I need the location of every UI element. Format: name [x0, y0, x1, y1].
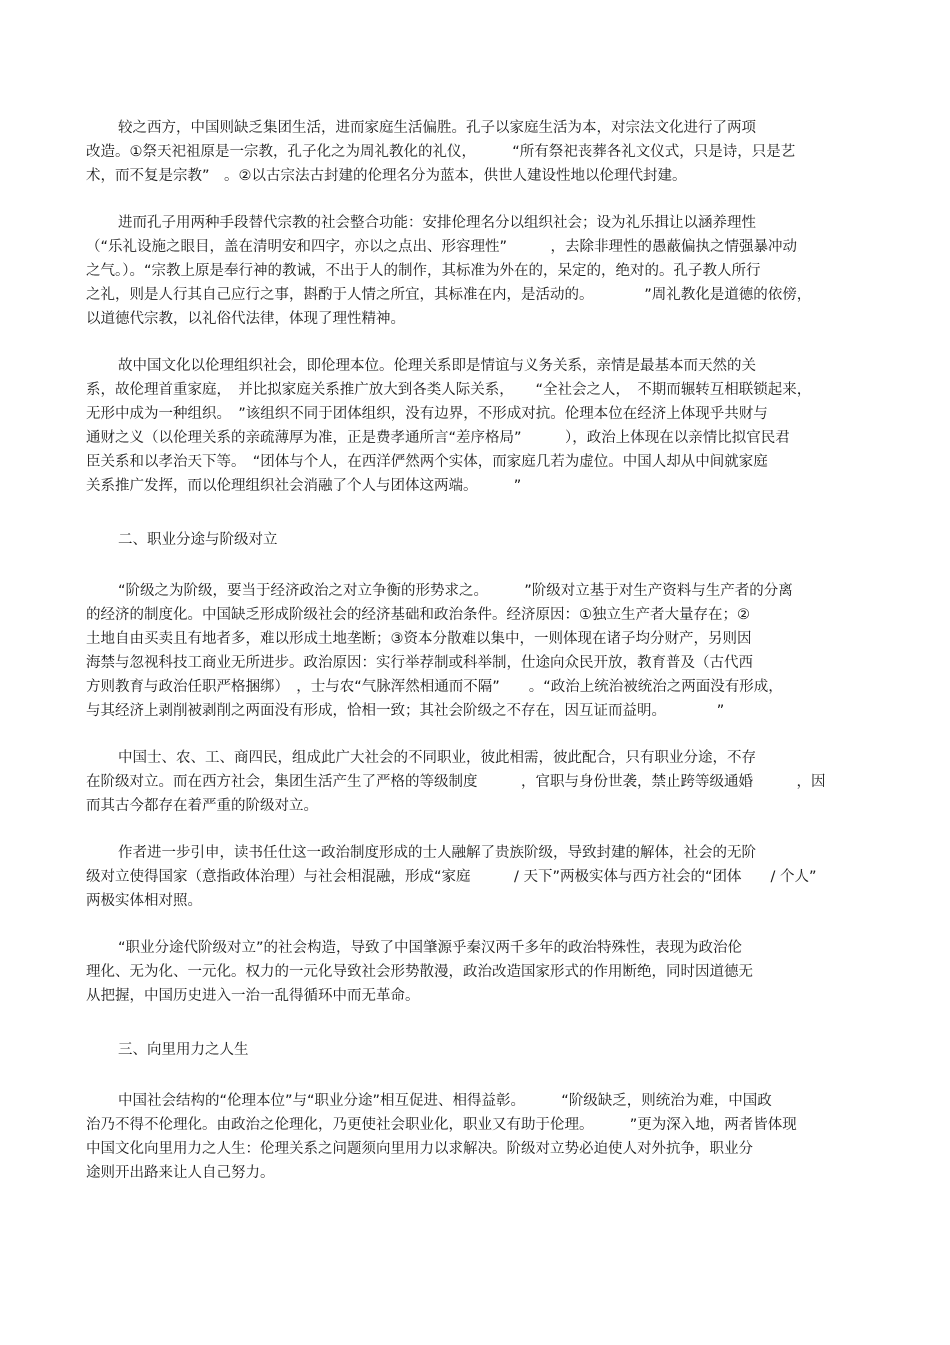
paragraph-3-line-5: 臣关系和以孝治天下等。 “团体与个人，在西洋俨然两个实体，而家庭几若为虚位。中国人却从中间就家庭: [86, 454, 768, 470]
paragraph-5-line-3: 土地自由买卖且有地者多，难以形成土地垄断；③资本分散难以集中，一则体现在诸子均分财产，另则因: [86, 631, 752, 647]
paragraph-1-line-2: 改造。①祭天祀祖原是一宗教，孔子化之为周礼教化的礼仪， “所有祭祀丧葬各礼文仪式，只是诗，只是艺: [86, 144, 796, 160]
paragraph-5-line-1: “阶级之为阶级，要当于经济政治之对立争衡的形势求之。 ”阶级对立基于对生产资料与生产者的分离: [118, 583, 793, 599]
section-heading-3: 三、向里用力之人生: [118, 1042, 249, 1058]
paragraph-3-line-4: 通财之义（以伦理关系的亲疏薄厚为准，正是费孝通所言“差序格局” ），政治上体现在以亲情比拟官民君: [86, 430, 790, 446]
paragraph-5-line-4: 海禁与忽视科技工商业无所进步。政治原因：实行举荐制或科举制，仕途向众民开放，教育普及（古代西: [86, 655, 753, 671]
paragraph-10-line-2: 治乃不得不伦理化。由政治之伦理化，乃更使社会职业化，职业又有助于伦理。 ”更为深入地，两者皆体现: [86, 1117, 797, 1133]
paragraph-5-line-5: 方则教育与政治任职严格捆绑） ，士与农“气脉浑然相通而不隔” 。“政治上统治被统治之两面没有形成，: [86, 679, 783, 695]
paragraph-2-line-3: 之气。）。“宗教上原是奉行神的教诫，不出于人的制作，其标准为外在的，呆定的，绝对的。孔子教人所行: [86, 263, 761, 279]
paragraph-8-line-3: 从把握，中国历史进入一治一乱得循环中而无革命。: [86, 988, 420, 1004]
paragraph-2-line-5: 以道德代宗教，以礼俗代法律，体现了理性精神。: [86, 311, 405, 327]
paragraph-3-line-2: 系，故伦理首重家庭， 并比拟家庭关系推广放大到各类人际关系， “全社会之人， 不期而辗转互相联锁起来，: [86, 382, 812, 398]
paragraph-2-line-4: 之礼，则是人行其自己应行之事，斟酌于人情之所宜，其标准在内，是活动的。 ”周礼教化是道德的依傍，: [86, 287, 812, 303]
section-heading-2: 二、职业分途与阶级对立: [118, 532, 278, 548]
paragraph-7-line-3: 两极实体相对照。: [86, 893, 202, 909]
paragraph-1-line-3: 术，而不复是宗教” 。②以古宗法古封建的伦理名分为蓝本，供世人建设性地以伦理代封建。: [86, 168, 687, 184]
paragraph-6-line-2: 在阶级对立。而在西方社会，集团生活产生了严格的等级制度 ，官职与身份世袭，禁止跨等级通婚 ，因: [86, 774, 826, 790]
paragraph-7-line-1: 作者进一步引申，读书任仕这一政治制度形成的士人融解了贵族阶级，导致封建的解体，社会的无阶: [118, 845, 756, 861]
paragraph-2-line-1: 进而孔子用两种手段替代宗教的社会整合功能：安排伦理名分以组织社会；设为礼乐揖让以涵养理性: [118, 215, 756, 231]
paragraph-10-line-1: 中国社会结构的“伦理本位”与“职业分途”相互促进、相得益彰。 “阶级缺乏，则统治为难，中国政: [118, 1093, 772, 1109]
paragraph-3-line-3: 无形中成为一种组织。 ”该组织不同于团体组织，没有边界，不形成对抗。伦理本位在经济上体现乎共财与: [86, 406, 768, 422]
paragraph-6-line-3: 而其古今都存在着严重的阶级对立。: [86, 798, 318, 814]
paragraph-6-line-1: 中国士、农、工、商四民，组成此广大社会的不同职业，彼此相需，彼此配合，只有职业分途，不存: [118, 750, 756, 766]
paragraph-2-line-2: （“乐礼设施之眼目，盖在清明安和四字，亦以之点出、形容理性” ，去除非理性的愚蔽偏执之情强暴冲动: [86, 239, 798, 255]
paragraph-10-line-3: 中国文化向里用力之人生：伦理关系之问题须向里用力以求解决。阶级对立势必迫使人对外抗争，职业分: [86, 1141, 753, 1157]
paragraph-5-line-2: 的经济的制度化。中国缺乏形成阶级社会的经济基础和政治条件。经济原因：①独立生产者大量存在；②: [86, 607, 750, 623]
paragraph-8-line-1: “职业分途代阶级对立”的社会构造，导致了中国肇源乎秦汉两千多年的政治特殊性，表现为政治伦: [118, 940, 743, 956]
paragraph-10-line-4: 途则开出路来让人自己努力。: [86, 1165, 275, 1181]
paragraph-3-line-6: 关系推广发挥，而以伦理组织社会消融了个人与团体这两端。 ”: [86, 478, 522, 494]
paragraph-7-line-2: 级对立使得国家（意指政体治理）与社会相混融，形成“家庭 / 天下”两极实体与西方社会的“团体 / 个人”: [86, 869, 817, 885]
paragraph-3-line-1: 故中国文化以伦理组织社会，即伦理本位。伦理关系即是情谊与义务关系，亲情是最基本而天然的关: [118, 358, 756, 374]
paragraph-8-line-2: 理化、无为化、一元化。权力的一元化导致社会形势散漫，政治改造国家形式的作用断绝，同时因道德无: [86, 964, 753, 980]
paragraph-5-line-6: 与其经济上剥削被剥削之两面没有形成，恰相一致；其社会阶级之不存在，因互证而益明。 ”: [86, 703, 725, 719]
paragraph-1-line-1: 较之西方，中国则缺乏集团生活，进而家庭生活偏胜。孔子以家庭生活为本，对宗法文化进行了两项: [118, 120, 756, 136]
